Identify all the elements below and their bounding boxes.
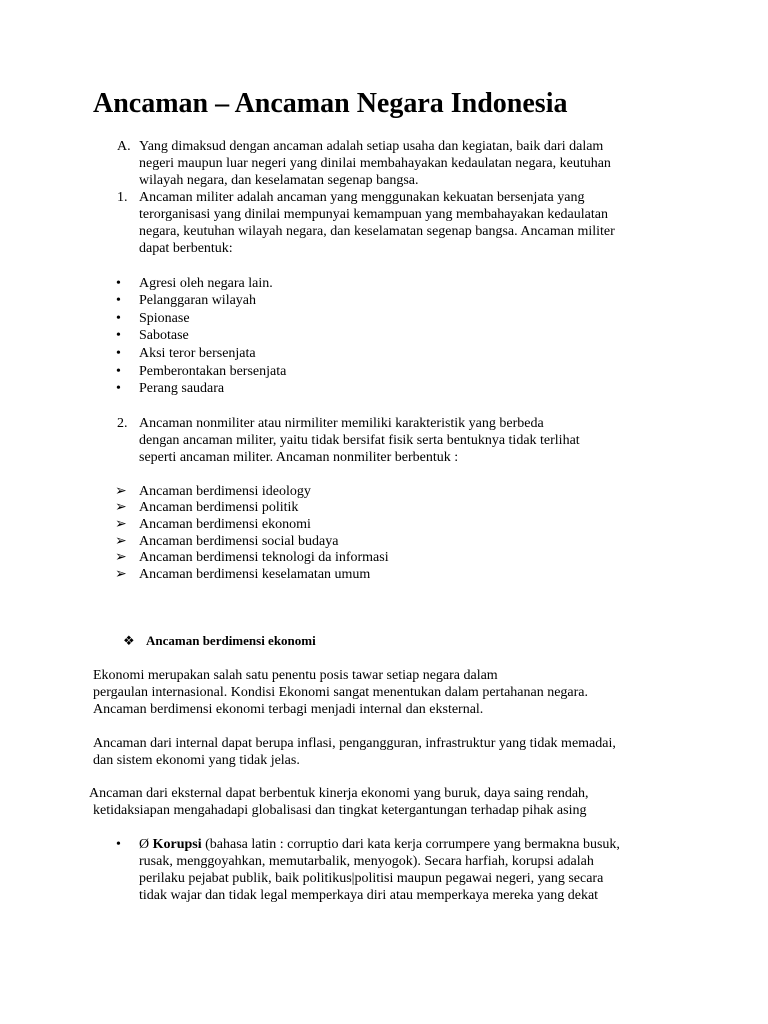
list-item: Ancaman berdimensi social budaya [139,534,339,549]
bullet-icon: • [116,837,121,852]
list-item: Sabotase [139,328,189,343]
text-line: tidak wajar dan tidak legal memperkaya diri atau memperkaya mereka yang dekat [139,888,599,903]
text-line: negeri maupun luar negeri yang dinilai membahayakan kedaulatan negara, keutuhan [139,156,611,171]
list-item: Perang saudara [139,381,225,396]
text-line: pergaulan internasional. Kondisi Ekonomi sangat menentukan dalam pertahanan negara. [93,685,589,700]
text-line: Ancaman militer adalah ancaman yang menggunakan kekuatan bersenjata yang [139,190,585,205]
item-marker: 2. [117,416,128,431]
list-item: Ancaman berdimensi teknologi da informasi [139,550,389,565]
arrow-bullet-icon: ➢ [115,517,127,532]
empty-set-symbol: Ø [139,837,153,852]
bullet-icon: • [116,311,121,326]
arrow-bullet-icon: ➢ [115,550,127,565]
page-title: Ancaman – Ancaman Negara Indonesia [93,88,568,119]
bullet-icon: • [116,364,121,379]
diamond-bullet-icon: ❖ [123,633,135,648]
item-marker: A. [117,139,131,154]
item-marker: 1. [117,190,128,205]
text-line: rusak, menggoyahkan, memutarbalik, menyogok). Secara harfiah, korupsi adalah [139,854,594,869]
bullet-icon: • [116,328,121,343]
text-line: dan sistem ekonomi yang tidak jelas. [93,753,300,768]
bullet-icon: • [116,293,121,308]
text-line: dapat berbentuk: [139,241,233,256]
text-line: Ancaman nonmiliter atau nirmiliter memiliki karakteristik yang berbeda [139,416,544,431]
text-line [139,836,620,853]
list-item: Pemberontakan bersenjata [139,364,287,379]
arrow-bullet-icon: ➢ [115,500,127,515]
arrow-bullet-icon: ➢ [115,534,127,549]
bullet-icon: • [116,346,121,361]
text-line: Ekonomi merupakan salah satu penentu posis tawar setiap negara dalam [93,668,498,683]
text-line: wilayah negara, dan keselamatan segenap bangsa. [139,173,419,188]
text-line: terorganisasi yang dinilai mempunyai kemampuan yang membahayakan kedaulatan [139,207,608,222]
text-line: Yang dimaksud dengan ancaman adalah setiap usaha dan kegiatan, baik dari dalam [139,139,604,154]
list-item: Ancaman berdimensi ekonomi [139,517,311,532]
bullet-icon: • [116,276,121,291]
list-item: Spionase [139,311,190,326]
text-line: Ancaman dari eksternal dapat berbentuk kinerja ekonomi yang buruk, daya saing rendah, [89,786,589,801]
list-item: Aksi teror bersenjata [139,346,256,361]
arrow-bullet-icon: ➢ [115,567,127,582]
text-line: seperti ancaman militer. Ancaman nonmiliter berbentuk : [139,450,459,465]
text-line: ketidaksiapan mengahadapi globalisasi dan tingkat ketergantungan terhadap pihak asing [93,803,587,818]
list-item: Agresi oleh negara lain. [139,276,273,291]
text-line: Ancaman dari internal dapat berupa inflasi, pengangguran, infrastruktur yang tidak memadai, [93,736,616,751]
list-item: Ancaman berdimensi keselamatan umum [139,567,371,582]
arrow-bullet-icon: ➢ [115,484,127,499]
korupsi-definition-start: (bahasa latin : corruptio dari kata kerja corrumpere yang bermakna busuk, [201,837,620,852]
section-heading-text: Ancaman berdimensi ekonomi [146,633,316,648]
list-item: Pelanggaran wilayah [139,293,257,308]
text-line: Ancaman berdimensi ekonomi terbagi menjadi internal dan eksternal. [93,702,484,717]
bullet-icon: • [116,381,121,396]
list-item: Ancaman berdimensi politik [139,500,299,515]
text-line: perilaku pejabat publik, baik politikus|politisi maupun pegawai negeri, yang secara [139,871,604,886]
text-line: dengan ancaman militer, yaitu tidak bersifat fisik serta bentuknya tidak terlihat [139,433,580,448]
list-item: Ancaman berdimensi ideology [139,484,311,499]
korupsi-term: Korupsi [152,837,202,852]
text-line: negara, keutuhan wilayah negara, dan keselamatan segenap bangsa. Ancaman militer [139,224,615,239]
